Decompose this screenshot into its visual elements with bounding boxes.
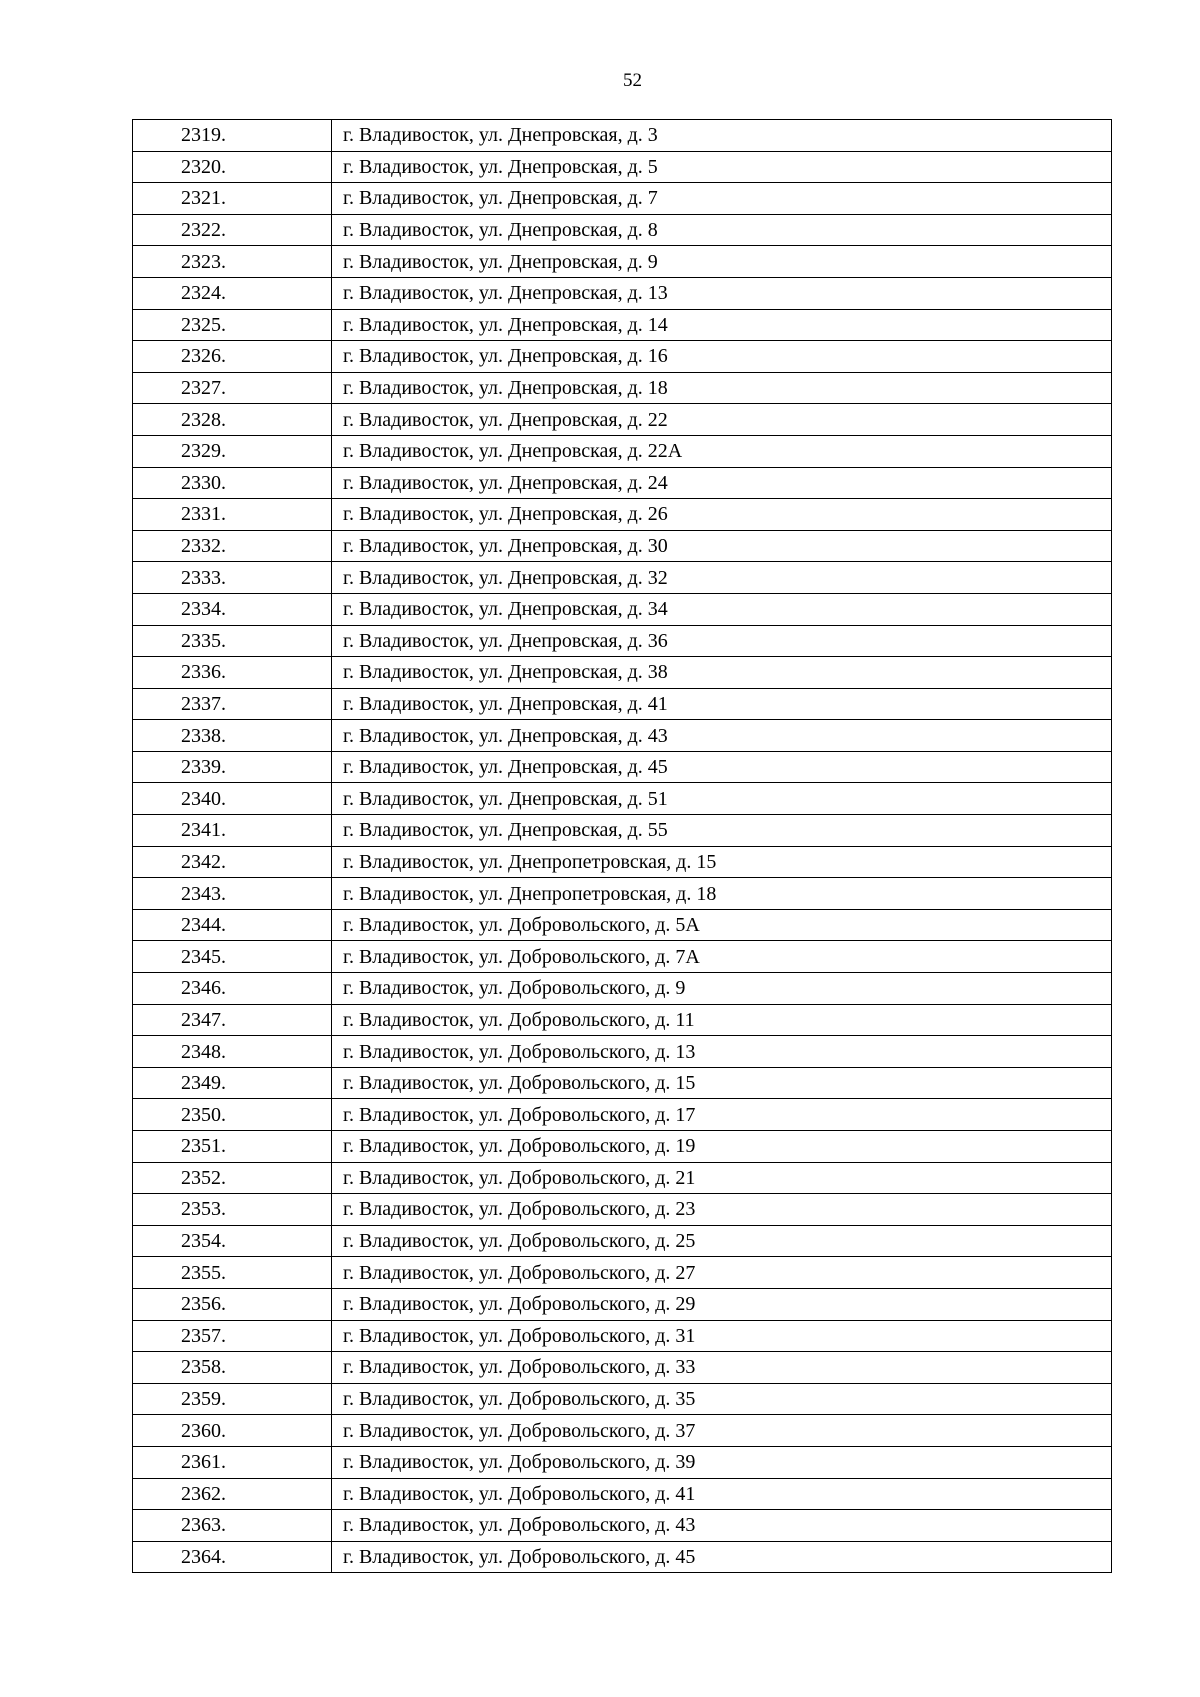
table-row [133, 783, 1112, 815]
row-number: 2351. [181, 1135, 226, 1158]
table-row [133, 973, 1112, 1005]
table-row [133, 1288, 1112, 1320]
row-number-cell [133, 1510, 332, 1542]
row-number-cell [133, 751, 332, 783]
row-number-cell [133, 120, 332, 152]
row-number-cell [133, 1352, 332, 1384]
row-number-cell [133, 467, 332, 499]
row-number-cell [133, 562, 332, 594]
table-row [133, 1510, 1112, 1542]
row-number: 2340. [181, 787, 226, 810]
row-number: 2339. [181, 756, 226, 779]
row-number-cell [133, 1446, 332, 1478]
row-number: 2349. [181, 1072, 226, 1095]
row-number-cell [133, 688, 332, 720]
table-row [133, 1478, 1112, 1510]
row-number: 2329. [181, 440, 226, 463]
table-row [133, 720, 1112, 752]
row-number-cell [133, 499, 332, 531]
table-row [133, 1194, 1112, 1226]
table-row [133, 1036, 1112, 1068]
row-number: 2336. [181, 661, 226, 684]
row-number: 2361. [181, 1451, 226, 1474]
table-row [133, 1004, 1112, 1036]
row-number-cell [133, 941, 332, 973]
address-cell: г. Владивосток, ул. Днепропетровская, д. 15 [332, 846, 1112, 878]
address-cell: г. Владивосток, ул. Добровольского, д. 15 [332, 1067, 1112, 1099]
table-row [133, 1320, 1112, 1352]
table-row [133, 1131, 1112, 1163]
address-cell: г. Владивосток, ул. Добровольского, д. 35 [332, 1383, 1112, 1415]
row-number: 2356. [181, 1293, 226, 1316]
row-number: 2320. [181, 155, 226, 178]
table-row [133, 341, 1112, 373]
table-row [133, 815, 1112, 847]
address-cell: г. Владивосток, ул. Добровольского, д. 41 [332, 1478, 1112, 1510]
row-number-cell [133, 309, 332, 341]
row-number-cell [133, 783, 332, 815]
address-cell: г. Владивосток, ул. Днепропетровская, д. 18 [332, 878, 1112, 910]
address-cell: г. Владивосток, ул. Добровольского, д. 23 [332, 1194, 1112, 1226]
row-number-cell [133, 1004, 332, 1036]
address-cell: г. Владивосток, ул. Днепровская, д. 14 [332, 309, 1112, 341]
row-number: 2322. [181, 219, 226, 242]
table-row [133, 688, 1112, 720]
row-number: 2353. [181, 1198, 226, 1221]
address-cell: г. Владивосток, ул. Днепровская, д. 51 [332, 783, 1112, 815]
table-row [133, 1225, 1112, 1257]
address-cell: г. Владивосток, ул. Днепровская, д. 16 [332, 341, 1112, 373]
table-row [133, 625, 1112, 657]
table-row [133, 846, 1112, 878]
row-number-cell [133, 1225, 332, 1257]
row-number: 2352. [181, 1166, 226, 1189]
address-cell: г. Владивосток, ул. Добровольского, д. 39 [332, 1446, 1112, 1478]
address-cell: г. Владивосток, ул. Днепровская, д. 38 [332, 657, 1112, 689]
row-number-cell [133, 151, 332, 183]
address-cell: г. Владивосток, ул. Добровольского, д. 21 [332, 1162, 1112, 1194]
table-row [133, 1446, 1112, 1478]
row-number-cell [133, 1194, 332, 1226]
row-number-cell [133, 183, 332, 215]
row-number: 2328. [181, 408, 226, 431]
address-cell: г. Владивосток, ул. Добровольского, д. 7А [332, 941, 1112, 973]
row-number: 2323. [181, 250, 226, 273]
address-cell: г. Владивосток, ул. Днепровская, д. 32 [332, 562, 1112, 594]
address-cell: г. Владивосток, ул. Днепровская, д. 3 [332, 120, 1112, 152]
address-cell: г. Владивосток, ул. Днепровская, д. 24 [332, 467, 1112, 499]
row-number: 2327. [181, 377, 226, 400]
address-cell: г. Владивосток, ул. Днепровская, д. 9 [332, 246, 1112, 278]
row-number-cell [133, 593, 332, 625]
row-number-cell [133, 973, 332, 1005]
row-number: 2359. [181, 1388, 226, 1411]
table-row [133, 657, 1112, 689]
row-number: 2321. [181, 187, 226, 210]
table-row [133, 878, 1112, 910]
row-number: 2341. [181, 819, 226, 842]
row-number-cell [133, 404, 332, 436]
table-row [133, 1257, 1112, 1289]
row-number: 2363. [181, 1514, 226, 1537]
table-row [133, 499, 1112, 531]
row-number: 2332. [181, 535, 226, 558]
address-cell: г. Владивосток, ул. Добровольского, д. 9 [332, 973, 1112, 1005]
row-number: 2360. [181, 1419, 226, 1442]
table-row [133, 909, 1112, 941]
table-row [133, 404, 1112, 436]
address-cell: г. Владивосток, ул. Добровольского, д. 25 [332, 1225, 1112, 1257]
table-row [133, 246, 1112, 278]
row-number-cell [133, 720, 332, 752]
row-number-cell [133, 1478, 332, 1510]
address-cell: г. Владивосток, ул. Днепровская, д. 55 [332, 815, 1112, 847]
table-row [133, 183, 1112, 215]
row-number: 2324. [181, 282, 226, 305]
row-number-cell [133, 1541, 332, 1573]
table-row [133, 562, 1112, 594]
row-number: 2362. [181, 1482, 226, 1505]
address-cell: г. Владивосток, ул. Добровольского, д. 27 [332, 1257, 1112, 1289]
row-number-cell [133, 878, 332, 910]
address-cell: г. Владивосток, ул. Днепровская, д. 41 [332, 688, 1112, 720]
address-cell: г. Владивосток, ул. Днепровская, д. 30 [332, 530, 1112, 562]
page-number: 52 [623, 70, 642, 91]
row-number-cell [133, 909, 332, 941]
address-cell: г. Владивосток, ул. Днепровская, д. 8 [332, 214, 1112, 246]
table-row [133, 372, 1112, 404]
address-cell: г. Владивосток, ул. Добровольского, д. 33 [332, 1352, 1112, 1384]
row-number: 2343. [181, 882, 226, 905]
table-row [133, 530, 1112, 562]
row-number: 2333. [181, 566, 226, 589]
row-number-cell [133, 1036, 332, 1068]
address-cell: г. Владивосток, ул. Днепровская, д. 43 [332, 720, 1112, 752]
row-number-cell [133, 1067, 332, 1099]
address-cell: г. Владивосток, ул. Добровольского, д. 5А [332, 909, 1112, 941]
address-table-body [133, 120, 1112, 1573]
row-number: 2350. [181, 1103, 226, 1126]
table-row [133, 1541, 1112, 1573]
address-cell: г. Владивосток, ул. Днепровская, д. 34 [332, 593, 1112, 625]
address-table [132, 119, 1112, 1573]
table-row [133, 593, 1112, 625]
row-number-cell [133, 1288, 332, 1320]
address-cell: г. Владивосток, ул. Добровольского, д. 37 [332, 1415, 1112, 1447]
row-number: 2358. [181, 1356, 226, 1379]
address-cell: г. Владивосток, ул. Добровольского, д. 45 [332, 1541, 1112, 1573]
row-number: 2354. [181, 1230, 226, 1253]
row-number-cell [133, 1099, 332, 1131]
row-number-cell [133, 1383, 332, 1415]
address-cell: г. Владивосток, ул. Днепровская, д. 5 [332, 151, 1112, 183]
table-row [133, 941, 1112, 973]
row-number: 2337. [181, 692, 226, 715]
address-cell: г. Владивосток, ул. Днепровская, д. 22А [332, 435, 1112, 467]
table-row [133, 120, 1112, 152]
row-number-cell [133, 246, 332, 278]
row-number-cell [133, 214, 332, 246]
row-number-cell [133, 1162, 332, 1194]
table-row [133, 309, 1112, 341]
table-row [133, 1352, 1112, 1384]
row-number-cell [133, 846, 332, 878]
row-number-cell [133, 1320, 332, 1352]
row-number-cell [133, 1257, 332, 1289]
table-row [133, 151, 1112, 183]
row-number-cell [133, 1131, 332, 1163]
table-row [133, 467, 1112, 499]
address-cell: г. Владивосток, ул. Добровольского, д. 17 [332, 1099, 1112, 1131]
row-number: 2364. [181, 1546, 226, 1569]
row-number-cell [133, 657, 332, 689]
row-number-cell [133, 435, 332, 467]
row-number: 2342. [181, 850, 226, 873]
row-number: 2335. [181, 629, 226, 652]
address-cell: г. Владивосток, ул. Днепровская, д. 26 [332, 499, 1112, 531]
row-number: 2330. [181, 471, 226, 494]
row-number: 2344. [181, 914, 226, 937]
address-cell: г. Владивосток, ул. Днепровская, д. 22 [332, 404, 1112, 436]
row-number-cell [133, 530, 332, 562]
address-cell: г. Владивосток, ул. Добровольского, д. 11 [332, 1004, 1112, 1036]
row-number: 2325. [181, 313, 226, 336]
address-cell: г. Владивосток, ул. Добровольского, д. 43 [332, 1510, 1112, 1542]
address-cell: г. Владивосток, ул. Днепровская, д. 18 [332, 372, 1112, 404]
row-number-cell [133, 1415, 332, 1447]
address-cell: г. Владивосток, ул. Днепровская, д. 13 [332, 277, 1112, 309]
row-number: 2334. [181, 598, 226, 621]
table-row [133, 214, 1112, 246]
row-number: 2355. [181, 1261, 226, 1284]
address-cell: г. Владивосток, ул. Добровольского, д. 29 [332, 1288, 1112, 1320]
row-number: 2331. [181, 503, 226, 526]
row-number: 2348. [181, 1040, 226, 1063]
row-number-cell [133, 372, 332, 404]
table-row [133, 1415, 1112, 1447]
address-cell: г. Владивосток, ул. Добровольского, д. 19 [332, 1131, 1112, 1163]
row-number-cell [133, 277, 332, 309]
row-number: 2326. [181, 345, 226, 368]
table-row [133, 1162, 1112, 1194]
row-number: 2345. [181, 945, 226, 968]
table-row [133, 1067, 1112, 1099]
table-row [133, 277, 1112, 309]
address-cell: г. Владивосток, ул. Днепровская, д. 7 [332, 183, 1112, 215]
address-cell: г. Владивосток, ул. Добровольского, д. 31 [332, 1320, 1112, 1352]
table-row [133, 1383, 1112, 1415]
row-number: 2357. [181, 1324, 226, 1347]
table-row [133, 1099, 1112, 1131]
row-number: 2338. [181, 724, 226, 747]
row-number-cell [133, 341, 332, 373]
row-number-cell [133, 815, 332, 847]
table-row [133, 435, 1112, 467]
address-cell: г. Владивосток, ул. Добровольского, д. 13 [332, 1036, 1112, 1068]
table-row [133, 751, 1112, 783]
row-number: 2319. [181, 124, 226, 147]
address-cell: г. Владивосток, ул. Днепровская, д. 36 [332, 625, 1112, 657]
address-cell: г. Владивосток, ул. Днепровская, д. 45 [332, 751, 1112, 783]
row-number: 2347. [181, 1008, 226, 1031]
row-number: 2346. [181, 977, 226, 1000]
row-number-cell [133, 625, 332, 657]
